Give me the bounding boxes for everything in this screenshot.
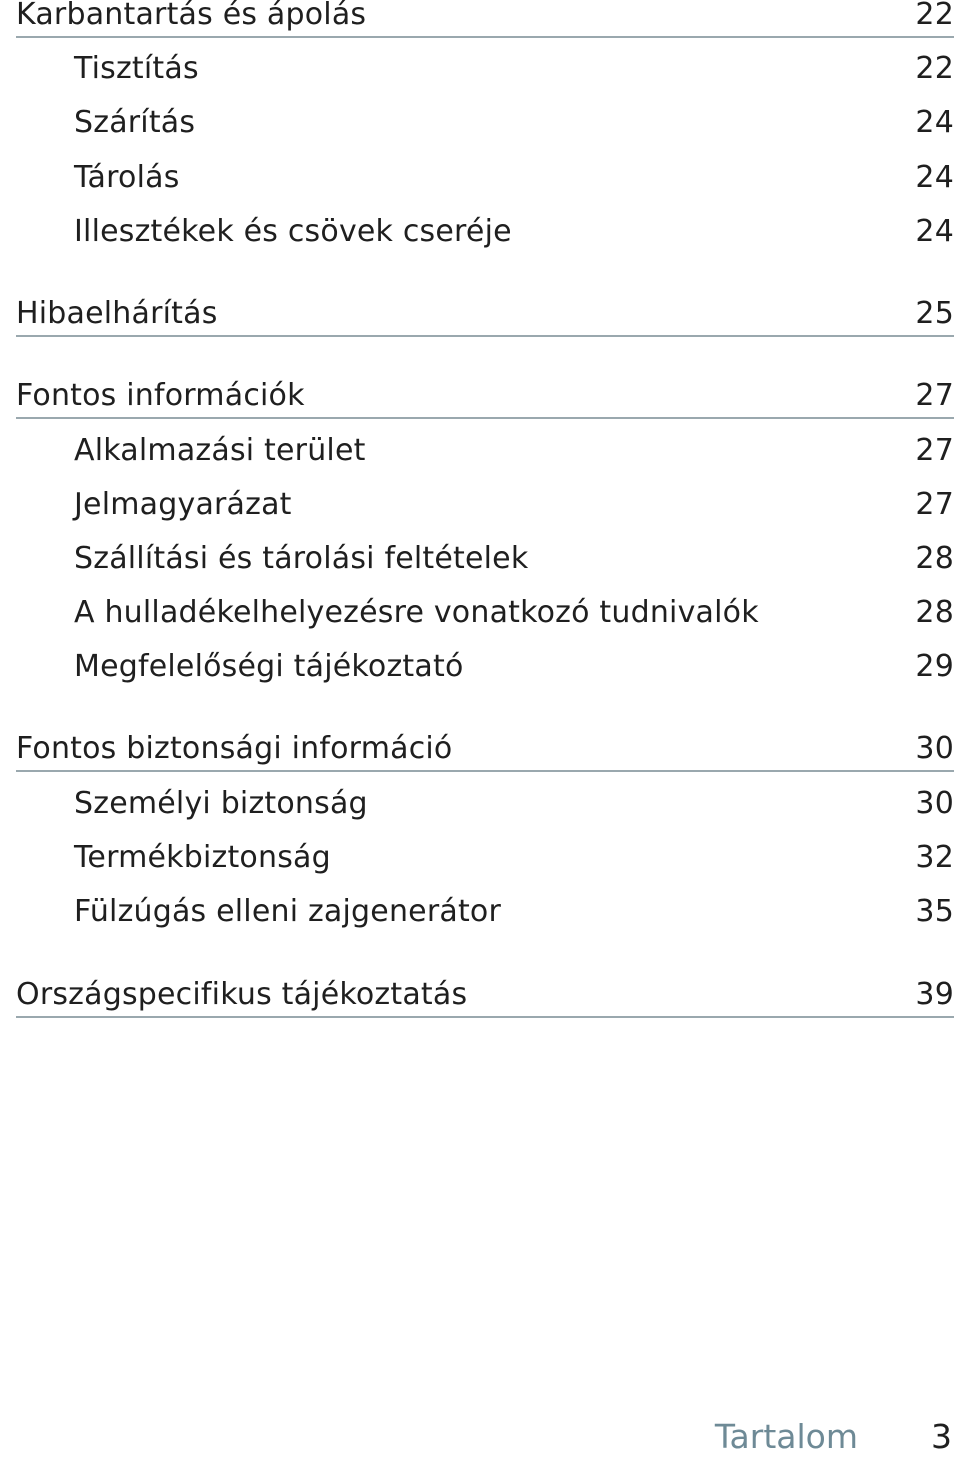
- toc-entry-title: Fülzúgás elleni zajgenerátor: [74, 894, 501, 929]
- toc-entry-page: 39: [915, 977, 954, 1012]
- page-footer: [0, 1414, 960, 1460]
- toc-entry-szallitasi-feltetelek[interactable]: [16, 538, 954, 580]
- footer-page-number: 3: [931, 1417, 952, 1456]
- toc-entry-illesztekek[interactable]: [16, 211, 954, 253]
- toc-entry-tisztitas[interactable]: [16, 48, 954, 90]
- toc-entry-page: 24: [915, 214, 954, 249]
- toc-entry-title: Illesztékek és csövek cseréje: [74, 214, 512, 249]
- toc-entry-page: 30: [915, 786, 954, 821]
- footer-section-label: Tartalom: [714, 1417, 858, 1456]
- toc-section-orszagspecifikus[interactable]: [16, 974, 954, 1018]
- toc-section-karbantartas[interactable]: [16, 0, 954, 38]
- toc-entry-termekbiztonsag[interactable]: [16, 837, 954, 879]
- toc-entry-title: Szállítási és tárolási feltételek: [74, 541, 529, 576]
- toc-entry-alkalmazasi-terulet[interactable]: [16, 430, 954, 472]
- toc-entry-page: 28: [915, 541, 954, 576]
- toc-entry-title: Hibaelhárítás: [16, 296, 218, 331]
- toc-entry-page: 24: [915, 105, 954, 140]
- toc-entry-title: A hulladékelhelyezésre vonatkozó tudnivalók: [74, 595, 759, 630]
- toc-entry-title: Személyi biztonság: [74, 786, 368, 821]
- toc-entry-title: Tárolás: [74, 160, 180, 195]
- toc-entry-title: Alkalmazási terület: [74, 433, 366, 468]
- toc-entry-hulladekelhelyezes[interactable]: [16, 592, 954, 634]
- toc-entry-title: Fontos információk: [16, 378, 305, 413]
- toc-entry-fulzugas[interactable]: [16, 891, 954, 933]
- toc-entry-title: Termékbiztonság: [74, 840, 331, 875]
- toc-entry-tarolas[interactable]: [16, 157, 954, 199]
- toc-entry-page: 28: [915, 595, 954, 630]
- toc-entry-page: 22: [915, 51, 954, 86]
- toc-entry-title: Tisztítás: [74, 51, 199, 86]
- toc-entry-title: Jelmagyarázat: [74, 487, 292, 522]
- toc-entry-page: 29: [915, 649, 954, 684]
- toc-entry-page: 27: [915, 378, 954, 413]
- toc-entry-page: 24: [915, 160, 954, 195]
- toc-entry-title: Szárítás: [74, 105, 196, 140]
- toc-entry-page: 22: [915, 0, 954, 32]
- toc-entry-page: 32: [915, 840, 954, 875]
- toc-entry-title: Megfelelőségi tájékoztató: [74, 649, 464, 684]
- toc-entry-page: 30: [915, 731, 954, 766]
- toc-entry-szemelyi-biztonsag[interactable]: [16, 783, 954, 825]
- toc-entry-title: Karbantartás és ápolás: [16, 0, 367, 32]
- toc-entry-page: 27: [915, 487, 954, 522]
- toc-section-hibaelharitas[interactable]: [16, 293, 954, 337]
- toc-entry-szaritas[interactable]: [16, 102, 954, 144]
- toc-entry-page: 35: [915, 894, 954, 929]
- toc-entry-title: Országspecifikus tájékoztatás: [16, 977, 468, 1012]
- toc-entry-page: 27: [915, 433, 954, 468]
- toc-entry-megfelelosegi[interactable]: [16, 646, 954, 688]
- toc-section-fontos-informaciok[interactable]: [16, 375, 954, 419]
- toc-entry-jelmagyarazat[interactable]: [16, 484, 954, 526]
- toc-entry-page: 25: [915, 296, 954, 331]
- toc-section-biztonsagi-informacio[interactable]: [16, 728, 954, 772]
- toc-entry-title: Fontos biztonsági információ: [16, 731, 453, 766]
